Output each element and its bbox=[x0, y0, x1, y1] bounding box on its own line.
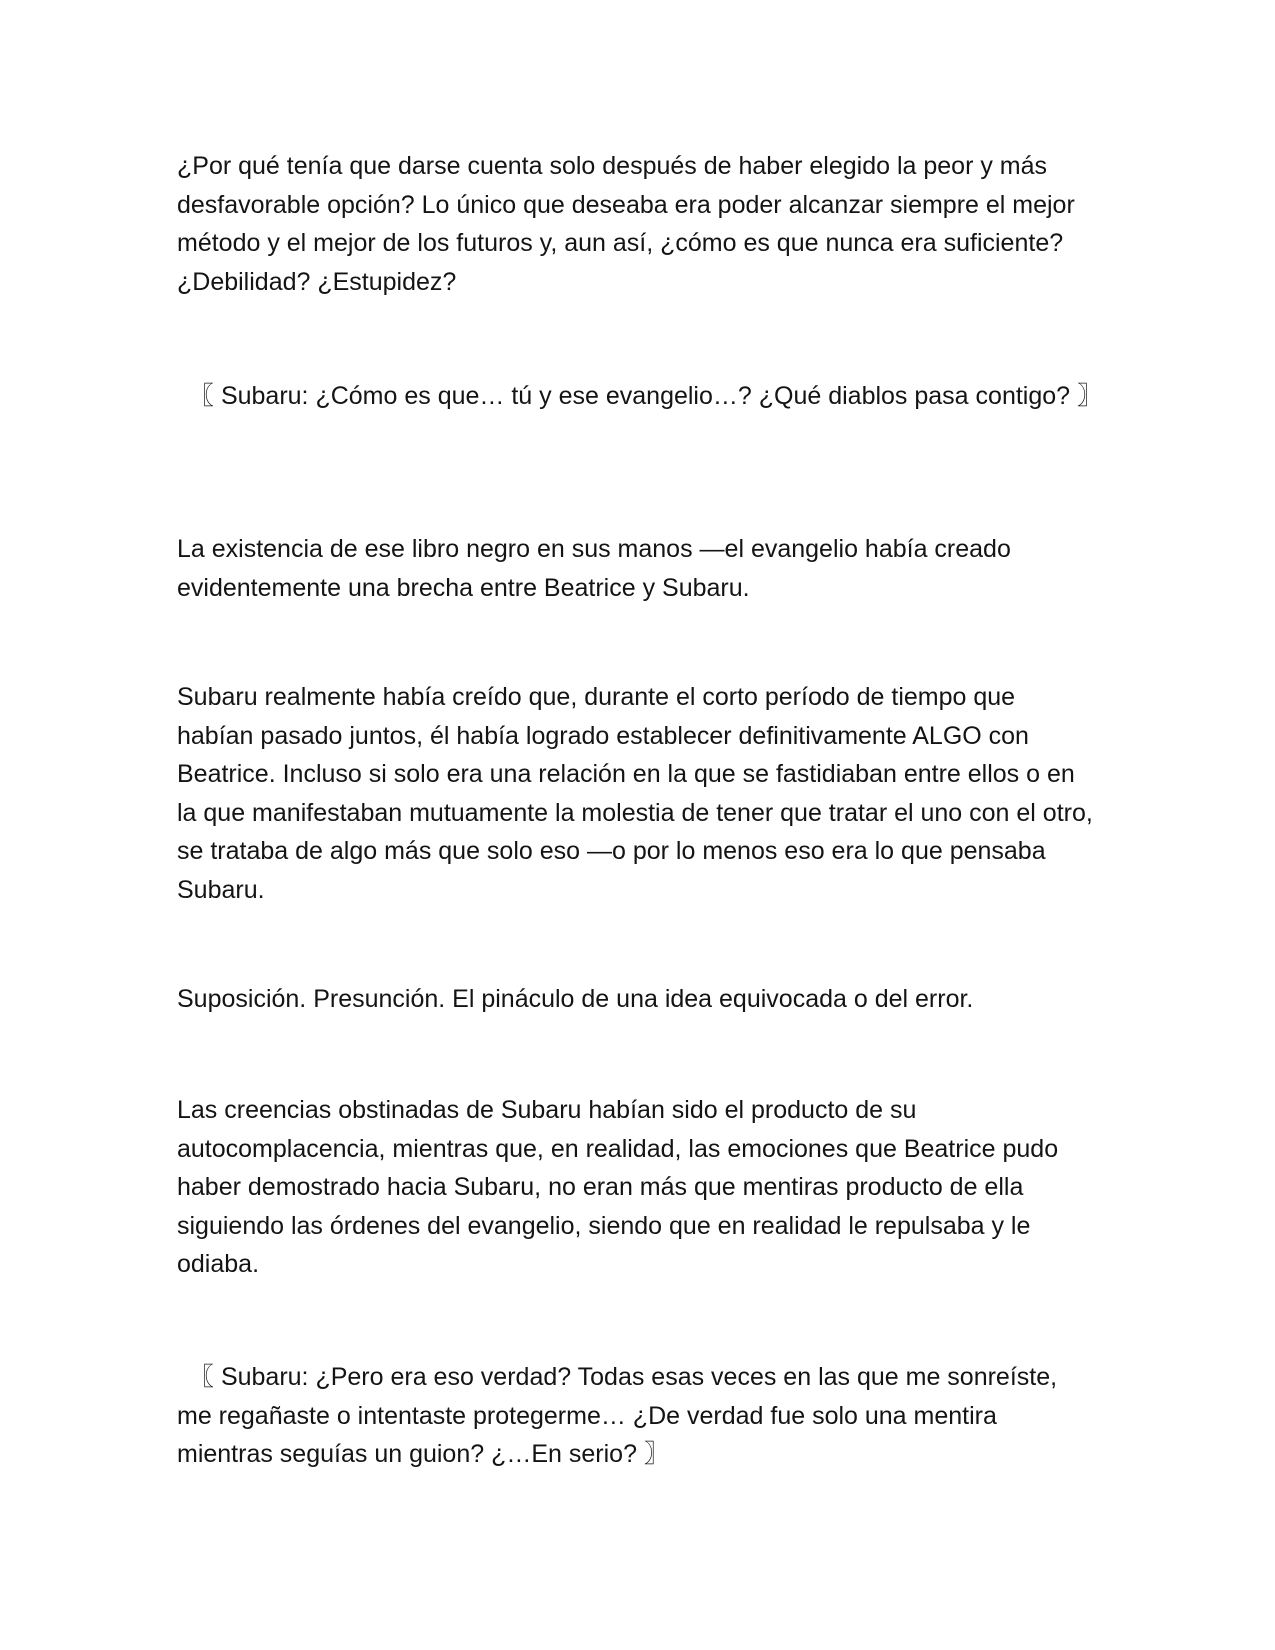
paragraph-5: Suposición. Presunción. El pináculo de una idea equivocada o del error. bbox=[177, 985, 974, 1013]
paragraph-4: Subaru realmente había creído que, durante el corto período de tiempo que habían pasado juntos, él había logrado establecer definitivamente ALGO con Beatrice. Incluso si solo era una relación en la que se fastidiaban entre ellos o en la que manifestaban mutuamente la molestia de tener que tratar el uno con el otro, se trataba de algo más que solo eso —o por lo menos eso era lo que pensaba Subaru. bbox=[177, 683, 1093, 904]
paragraph-6: Las creencias obstinadas de Subaru habían sido el producto de su autocomplacencia, mientras que, en realidad, las emociones que Beatrice pudo haber demostrado hacia Subaru, no eran más que mentiras producto de ella siguiendo las órdenes del evangelio, siendo que en realidad le repulsaba y le odiaba. bbox=[177, 1096, 1059, 1279]
paragraph-3: La existencia de ese libro negro en sus manos —el evangelio había creado evidentemente una brecha entre Beatrice y Subaru. bbox=[177, 535, 1011, 602]
dialogue-subaru-2: 〖 Subaru: ¿Pero era eso verdad? Todas esas veces en las que me sonreíste, me regañaste o intentaste protegerme… ¿De verdad fue solo una mentira mientras seguías un guion? ¿…En serio? 〗 bbox=[177, 1363, 1058, 1469]
paragraph-1: ¿Por qué tenía que darse cuenta solo después de haber elegido la peor y más desfavorable opción? Lo único que deseaba era poder alcanzar siempre el mejor método y el mejor de los futuros y, aun así, ¿cómo es que nunca era suficiente? ¿Debilidad? ¿Estupidez? bbox=[177, 152, 1075, 296]
dialogue-subaru-1: 〖 Subaru: ¿Cómo es que… tú y ese evangelio…? ¿Qué diablos pasa contigo? 〗 bbox=[189, 382, 1103, 410]
